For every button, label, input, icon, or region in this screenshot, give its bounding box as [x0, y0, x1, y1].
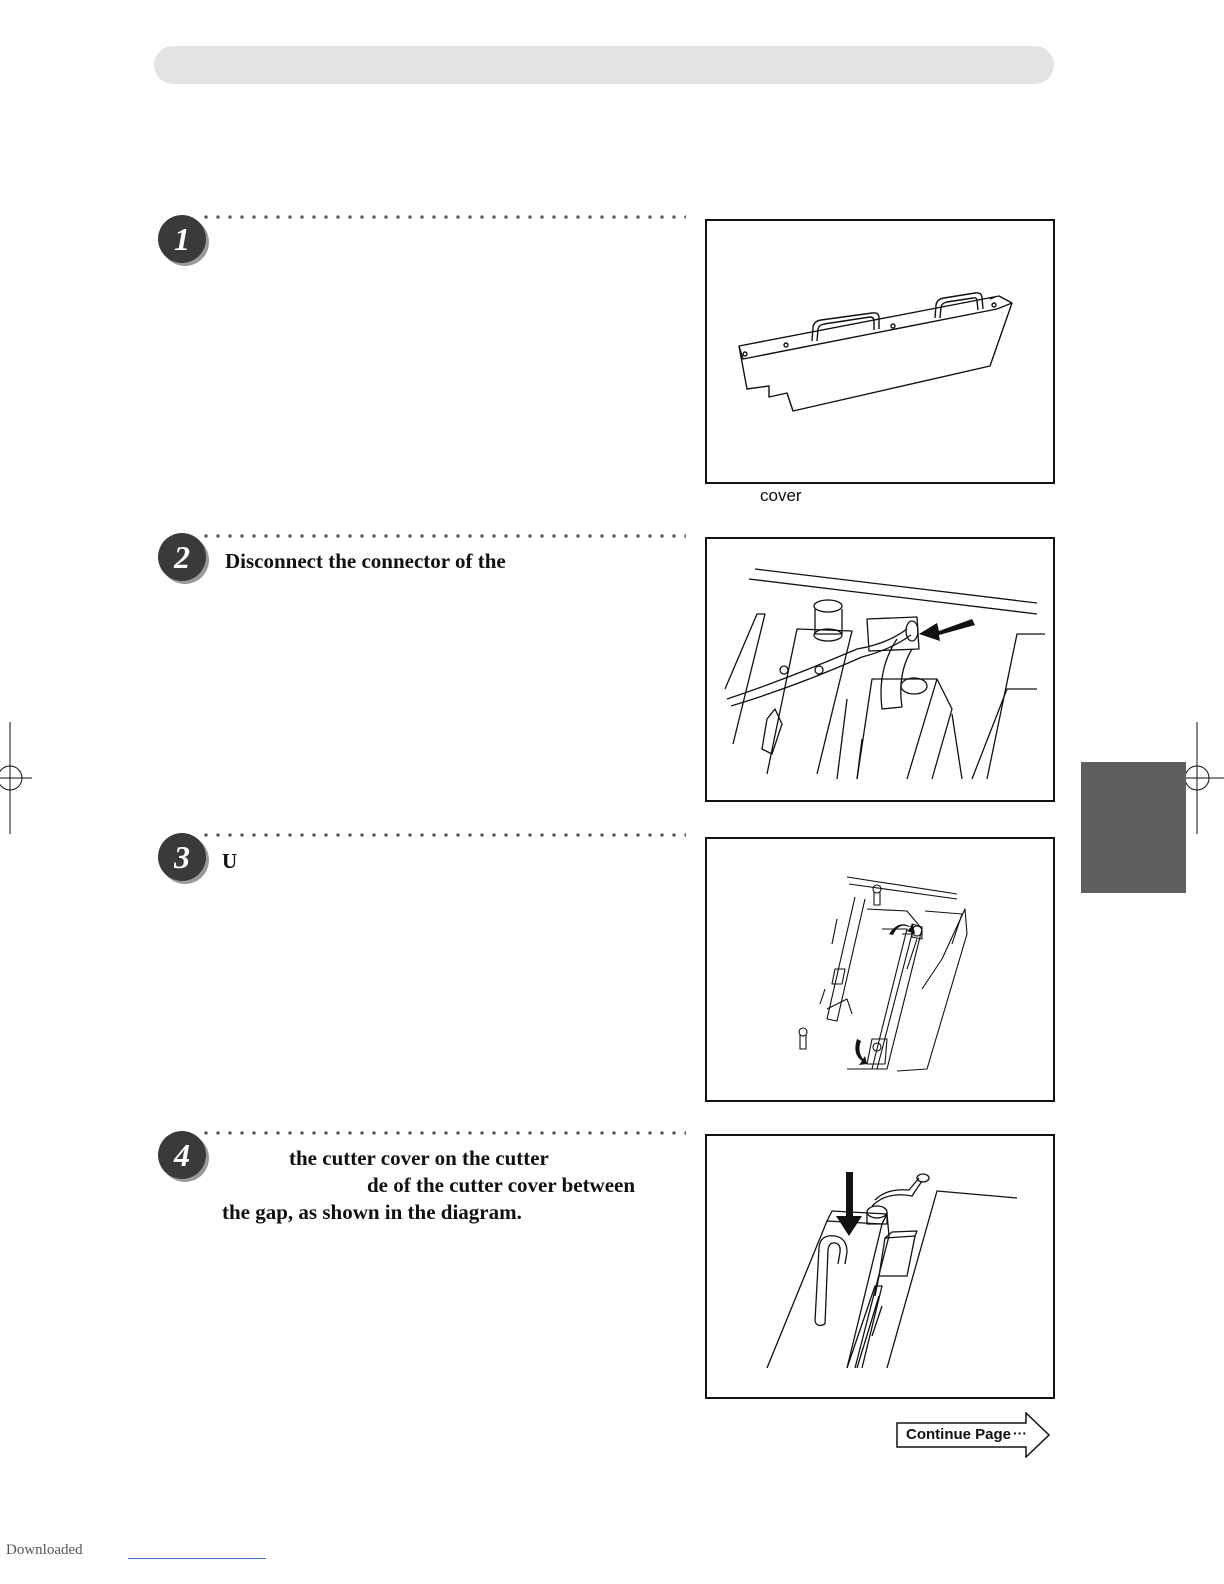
- step-4-divider: [200, 1131, 686, 1135]
- step-3-number: 3: [174, 839, 190, 875]
- step-1-number: 1: [174, 221, 190, 257]
- figure-4-cutter-cover-gap: [705, 1134, 1055, 1399]
- step-4-text-line-2: de of the cutter cover between: [367, 1173, 636, 1197]
- continue-page-label: Continue Page: [906, 1426, 1012, 1443]
- footer-downloaded-text: Downloaded: [6, 1542, 83, 1558]
- step-1-divider: [200, 215, 686, 219]
- continue-page-indicator[interactable]: [896, 1412, 1052, 1458]
- header-bar: [154, 46, 1054, 84]
- step-1-badge: [158, 214, 212, 268]
- step-4-badge: [158, 1130, 212, 1184]
- step-4-number: 4: [174, 1137, 190, 1173]
- registration-mark-right-icon: [1180, 722, 1224, 834]
- registration-mark-left-icon: [0, 722, 40, 834]
- continue-page-ellipsis: ···: [1013, 1425, 1027, 1441]
- figure-1-caption: cover: [760, 486, 802, 505]
- step-3-text-line-1: U: [222, 849, 238, 873]
- step-3-divider: [200, 833, 686, 837]
- step-3-badge: [158, 832, 212, 886]
- step-2-badge: [158, 532, 212, 586]
- figure-3-screws: [705, 837, 1055, 1102]
- step-2-divider: [200, 534, 686, 538]
- step-2-text-line-1: Disconnect the connector of the: [225, 549, 506, 573]
- chapter-side-tab: [1081, 762, 1186, 893]
- step-4-text-line-1: the cutter cover on the cutter: [289, 1146, 549, 1170]
- figure-1-cutter-cover: [705, 219, 1055, 484]
- figure-2-connector: [705, 537, 1055, 802]
- step-2-number: 2: [174, 539, 190, 575]
- step-4-text-line-3: the gap, as shown in the diagram.: [222, 1200, 522, 1224]
- footer-link-underline[interactable]: [128, 1558, 266, 1559]
